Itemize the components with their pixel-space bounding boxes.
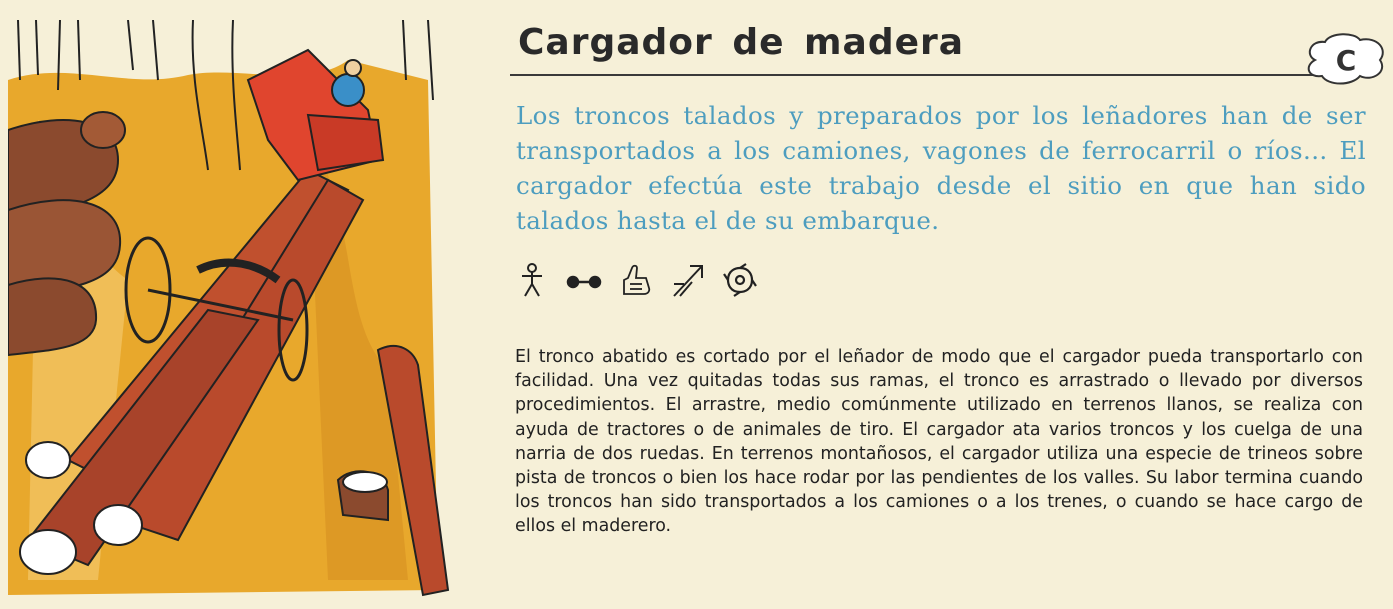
hand-icon [618, 262, 654, 298]
body-paragraph: El tronco abatido es cortado por el leñador de modo que el cargador pueda transportarlo con facilidad. Una vez quitadas todas sus ramas, el tronco es arrastrado o llevado por diversos procedimientos. El arrastre, medio comúnmente utilizado en terrenos llanos, se realiza con ayuda de tractores o de animales de tiro. El cargador ata varios troncos y los cuelga de una narria de dos ruedas. En terrenos montañosos, el cargador utiliza una especie de trineos sobre pista de troncos o bien los hace rodar por las pendientes de los valles. Su labor termina cuando los troncos han sido transportados a los camiones o a los trenes, o cuando se hace cargo de ellos el maderero. [515, 347, 1363, 537]
page-title: Cargador de madera [518, 22, 965, 63]
title-underline [510, 74, 1330, 76]
category-badge [1300, 30, 1390, 90]
icon-row [514, 262, 758, 298]
badge-letter: C [1335, 44, 1357, 77]
intro-paragraph: Los troncos talados y preparados por los leñadores han de ser transportados a los camiones, vagones de ferrocarril o ríos... El cargador efectúa este trabajo desde el sitio en que han sido talados hasta el de su embarque. [516, 101, 1366, 235]
logging-illustration [8, 20, 463, 600]
person-icon [514, 262, 550, 298]
swirl-icon [722, 262, 758, 298]
link-icon [566, 262, 602, 298]
arrows-icon [670, 262, 706, 298]
